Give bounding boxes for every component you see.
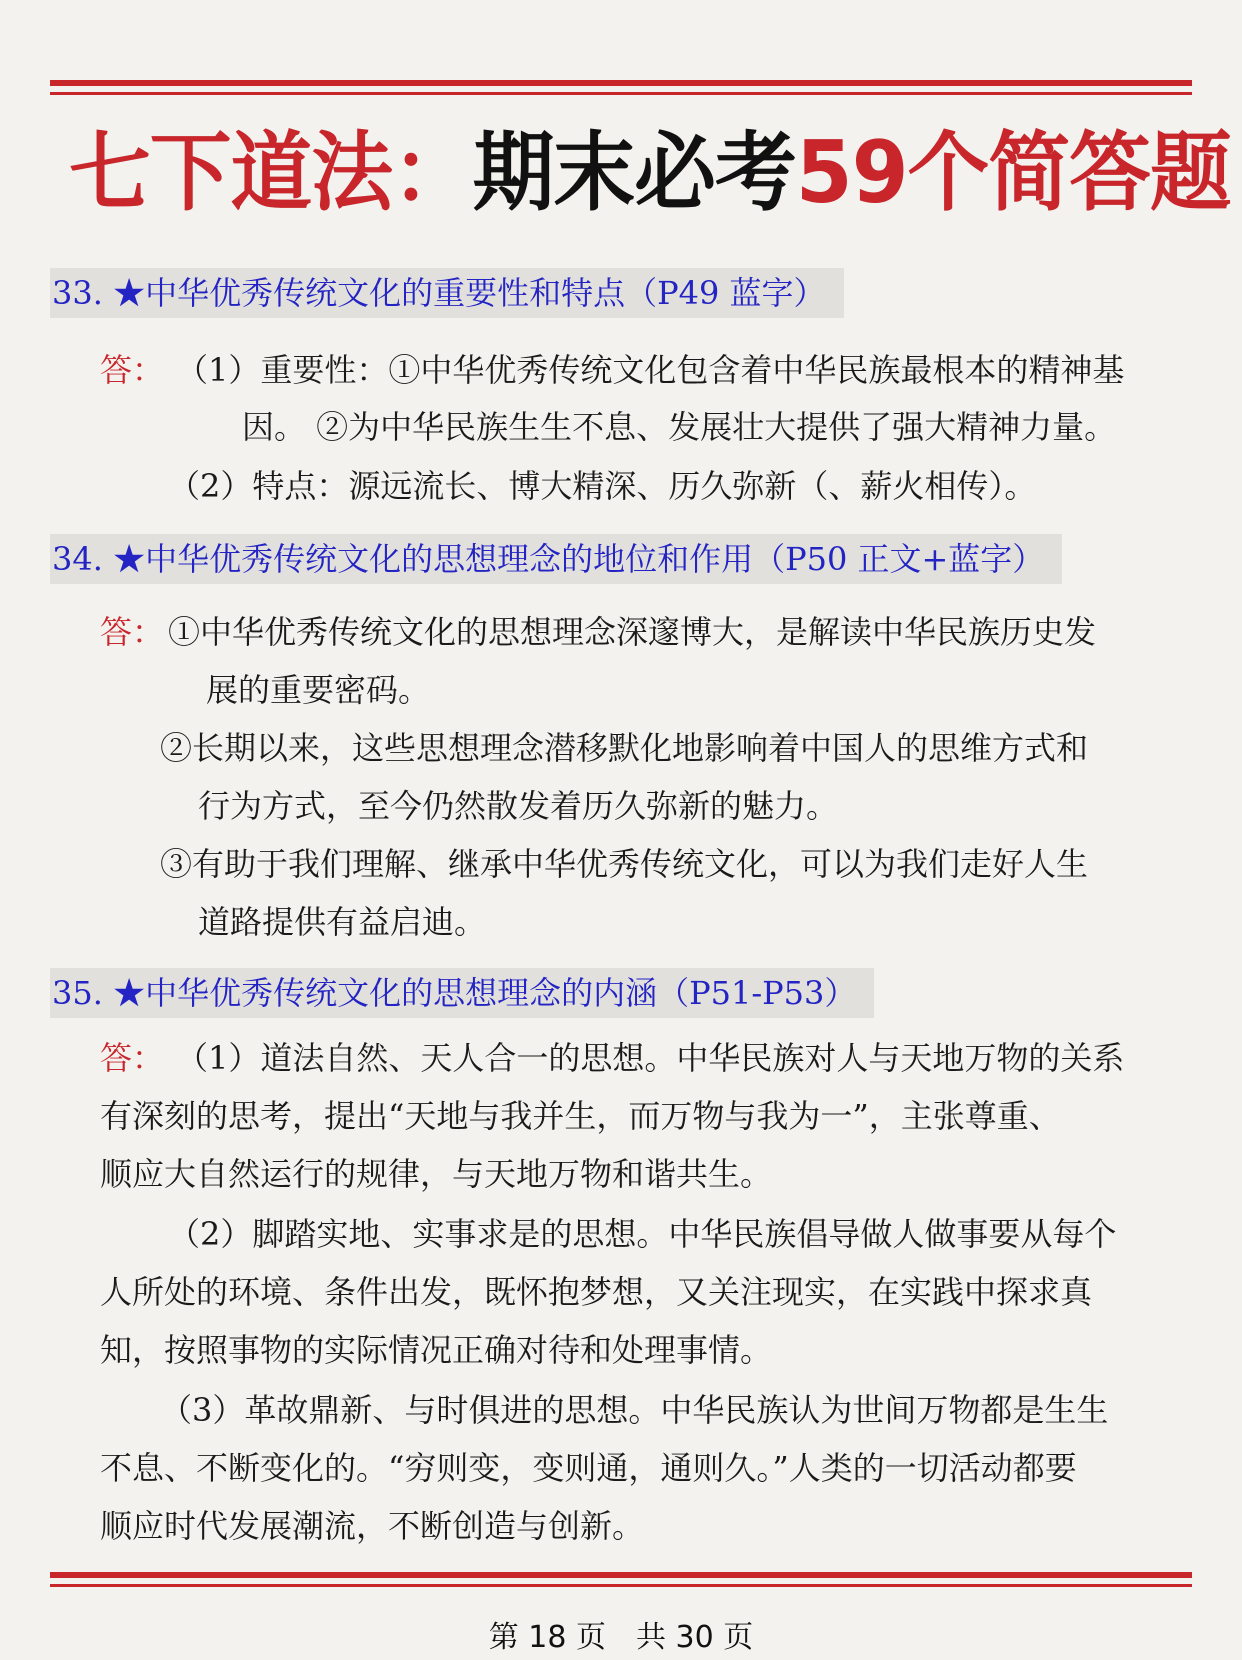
- title-part2: 期末必考: [472, 123, 796, 223]
- answer-line: 人所处的环境、条件出发，既怀抱梦想，又关注现实，在实践中探求真: [100, 1273, 1093, 1311]
- question-heading-33: 33. ★中华优秀传统文化的重要性和特点（P49 蓝字）: [50, 268, 844, 318]
- bottom-rule-thick: [50, 1572, 1192, 1578]
- answer-label-34: 答：: [100, 613, 165, 651]
- answer-line: 因。 ②为中华民族生生不息、发展壮大提供了强大精神力量。: [242, 408, 1117, 446]
- answer-line: 有深刻的思考，提出“天地与我并生，而万物与我为一”，主张尊重、: [100, 1097, 1061, 1135]
- title-part3: 59个简答题: [795, 123, 1231, 223]
- answer-line: （2）特点：源远流长、博大精深、历久弥新（、薪火相传）。: [168, 467, 1037, 505]
- answer-line: ①中华优秀传统文化的思想理念深邃博大，是解读中华民族历史发: [168, 613, 1097, 651]
- answer-line: （3）革故鼎新、与时俱进的思想。中华民族认为世间万物都是生生: [160, 1391, 1109, 1429]
- question-heading-35: 35. ★中华优秀传统文化的思想理念的内涵（P51-P53）: [50, 968, 874, 1018]
- title-part1: 七下道法：: [69, 123, 473, 223]
- page-number: 第 18 页 共 30 页: [488, 1620, 754, 1655]
- page-title: [69, 118, 1231, 228]
- top-rule-thin: [50, 92, 1192, 95]
- answer-line: 顺应大自然运行的规律，与天地万物和谐共生。: [100, 1155, 773, 1193]
- answer-line: 道路提供有益启迪。: [198, 903, 487, 941]
- answer-line: ②长期以来，这些思想理念潜移默化地影响着中国人的思维方式和: [160, 729, 1089, 767]
- answer-label-33: 答：: [100, 351, 165, 389]
- answer-line: 不息、不断变化的。“穷则变，变则通，通则久。”人类的一切活动都要: [100, 1449, 1077, 1487]
- answer-line: （1）重要性：①中华优秀传统文化包含着中华民族最根本的精神基: [176, 351, 1125, 389]
- top-rule-thick: [50, 80, 1192, 86]
- answer-line: 展的重要密码。: [206, 671, 431, 709]
- answer-label-35: 答：: [100, 1039, 165, 1077]
- answer-line: （2）脚踏实地、实事求是的思想。中华民族倡导做人做事要从每个: [168, 1215, 1117, 1253]
- answer-line: ③有助于我们理解、继承中华优秀传统文化，可以为我们走好人生: [160, 845, 1089, 883]
- answer-line: 知，按照事物的实际情况正确对待和处理事情。: [100, 1331, 773, 1369]
- bottom-rule-thin: [50, 1584, 1192, 1587]
- answer-line: 顺应时代发展潮流，不断创造与创新。: [100, 1507, 645, 1545]
- question-heading-34: 34. ★中华优秀传统文化的思想理念的地位和作用（P50 正文+蓝字）: [50, 534, 1062, 584]
- answer-line: （1）道法自然、天人合一的思想。中华民族对人与天地万物的关系: [176, 1039, 1125, 1077]
- answer-line: 行为方式，至今仍然散发着历久弥新的魅力。: [198, 787, 839, 825]
